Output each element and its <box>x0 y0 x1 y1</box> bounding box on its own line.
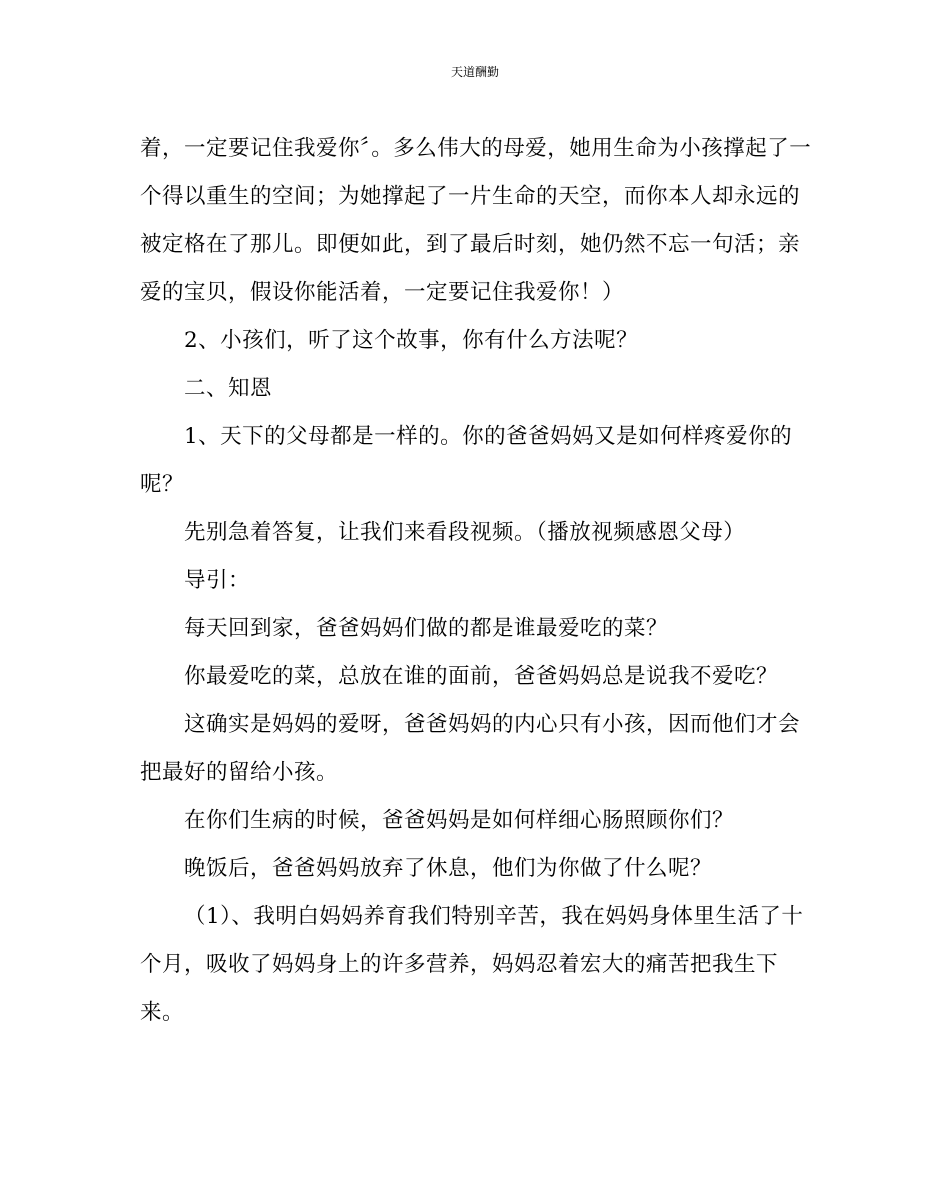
paragraph-question-1: 1、天下的父母都是一样的。你的爸爸妈妈又是如何样疼爱你的呢？ <box>140 424 793 497</box>
paragraph-guide-label: 导引： <box>184 568 251 593</box>
page-header: 天道酬勤 <box>450 65 499 79</box>
paragraph-guide-q3: 在你们生病的时候，爸爸妈妈是如何样细心肠照顾你们？ <box>184 808 735 833</box>
paragraph-question-2: 2、小孩们，听了这个故事，你有什么方法呢？ <box>184 328 639 353</box>
paragraph-item-1: （1）、我明白妈妈养育我们特别辛苦，我在妈妈身体里生活了十个月，吸收了妈妈身上的许多营养，妈妈忍着宏大的痛苦把我生下来。 <box>140 904 804 1025</box>
paragraph-guide-q1: 每天回到家，爸爸妈妈们做的都是谁最爱吃的菜？ <box>184 616 669 641</box>
paragraph-guide-q4: 晚饭后，爸爸妈妈放弃了休息，他们为你做了什么呢？ <box>184 856 713 881</box>
paragraph-guide-q2: 你最爱吃的菜，总放在谁的面前，爸爸妈妈总是说我不爱吃？ <box>184 664 779 689</box>
document-body <box>140 125 815 1037</box>
section-heading-zhien: 二、知恩 <box>184 376 273 401</box>
paragraph-video-intro: 先别急着答复，让我们来看段视频。（播放视频感恩父母） <box>184 520 746 545</box>
paragraph-mother-love: 这确实是妈妈的爱呀，爸爸妈妈的内心只有小孩，因而他们才会把最好的留给小孩。 <box>140 712 801 785</box>
paragraph-continuation: 着，一定要记住我爱你〞。多么伟大的母爱，她用生命为小孩撑起了一个得以重生的空间；为她撑起了一片生命的天空，而你本人却永远的被定格在了那儿。即便如此，到了最后时刻，她仍然不忘一句活；亲爱的宝贝，假设你能活着，一定要记住我爱你！） <box>140 136 812 305</box>
